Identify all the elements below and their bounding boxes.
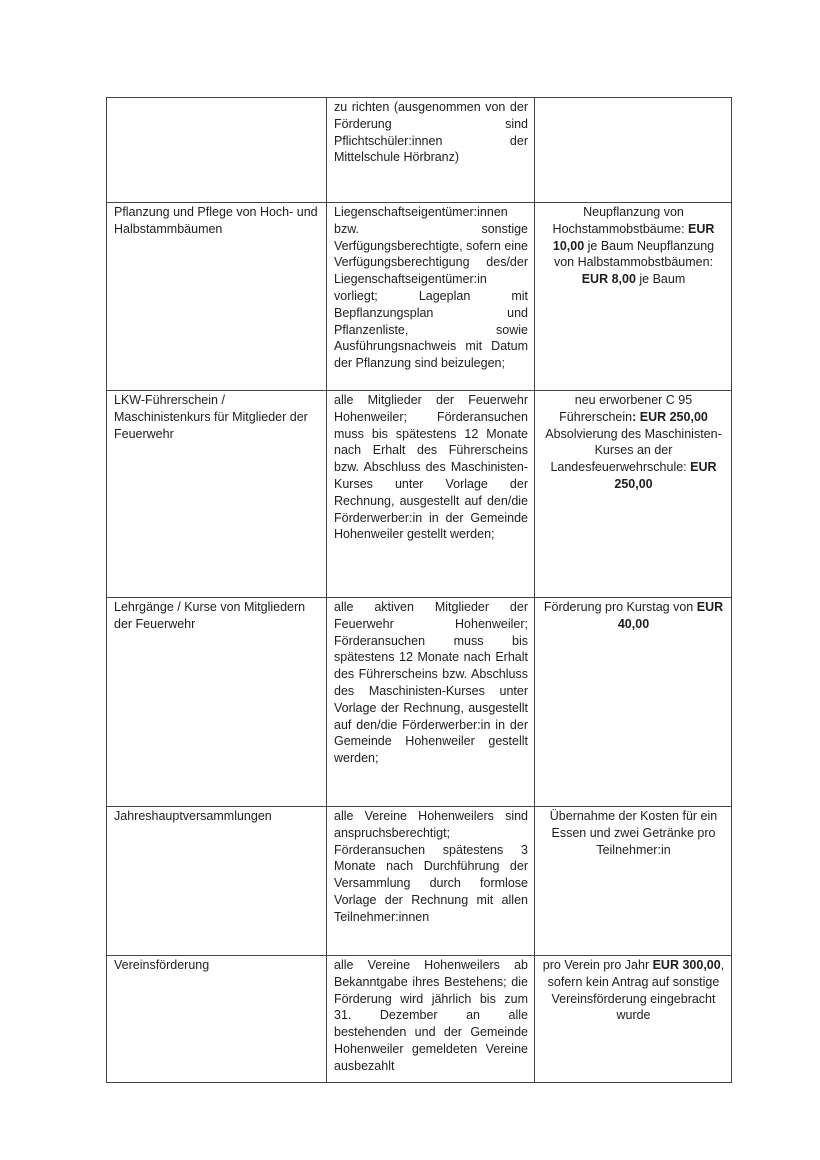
eligibility-cell <box>327 203 535 391</box>
measure-text: Pflanzung und Pflege von Hoch- und Halbstammbäumen <box>114 205 318 236</box>
funding-cell <box>535 391 732 598</box>
funding-text-part: pro Verein pro Jahr <box>542 958 653 972</box>
measure-text: LKW-Führerschein / Maschinistenkurs für Mitglieder der Feuerwehr <box>114 393 308 441</box>
funding-amount: : EUR 250,00 <box>632 409 708 424</box>
funding-text-part: je Baum <box>635 272 686 287</box>
eligibility-cell <box>327 98 535 203</box>
funding-cell <box>535 807 732 956</box>
funding-amount: EUR 250,00 <box>614 460 717 491</box>
table-row <box>107 598 732 807</box>
eligibility-cell <box>327 598 535 807</box>
measure-cell <box>107 807 327 956</box>
measure-cell <box>107 391 327 598</box>
funding-cell <box>535 956 732 1083</box>
eligibility-cell <box>327 391 535 598</box>
funding-cell <box>535 598 732 807</box>
funding-text-part: Förderung pro Kurstag von <box>543 600 697 614</box>
funding-text: Übernahme der Kosten für ein Essen und zwei Getränke pro Teilnehmer:in <box>549 809 718 857</box>
measure-text: Lehrgänge / Kurse von Mitgliedern der Feuerwehr <box>114 600 306 631</box>
measure-text: Vereinsförderung <box>114 958 210 972</box>
table-row <box>107 98 732 203</box>
funding-text-part: je Baum Neupflanzung von Halbstammobstbäumen: <box>553 238 715 270</box>
measure-cell <box>107 203 327 391</box>
funding-table <box>106 97 732 1083</box>
measure-cell <box>107 598 327 807</box>
table-row <box>107 956 732 1083</box>
eligibility-text: Liegenschaftseigentümer:innen bzw. sonstige Verfügungsberechtigte, sofern eine Verfügungsberechtigung des/der Liegenschaftseigentümer:in vorliegt; Lageplan mit Bepflanzungsplan und Pflanzenliste, sowie Ausführungsnachweis mit Datum der Pflanzung sind beizulegen; <box>334 205 528 371</box>
funding-text-part: neu erworbener C 95 Führerschein <box>559 393 693 424</box>
funding-text <box>542 957 725 1024</box>
eligibility-cell <box>327 956 535 1083</box>
eligibility-text: alle Mitglieder der Feuerwehr Hohenweiler; Förderansuchen muss bis spätestens 12 Monate nach Erhalt des Führerscheins bzw. Abschluss des Maschinisten-Kurses unter Vorlage der Rechnung, ausgestellt auf den/die Förderwerber:in in der Gemeinde Hohenweiler gestellt werden; <box>334 393 528 542</box>
measure-cell <box>107 956 327 1083</box>
table-row <box>107 203 732 391</box>
eligibility-text: zu richten (ausgenommen von der Förderung sind Pflichtschüler:innen der Mittelschule Hörbranz) <box>334 100 528 165</box>
funding-text <box>542 392 725 493</box>
funding-cell <box>535 203 732 391</box>
eligibility-text: alle Vereine Hohenweilers sind anspruchsberechtigt; Förderansuchen spätestens 3 Monate nach Durchführung der Versammlung durch formlose Vorlage der Rechnung mit allen Teilnehmer:innen <box>334 809 528 924</box>
funding-amount: EUR 10,00 <box>552 221 715 253</box>
funding-text-part: Absolvierung des Maschinisten-Kurses an der Landesfeuerwehrschule: <box>545 426 722 475</box>
measure-cell <box>107 98 327 203</box>
funding-text <box>542 204 725 288</box>
table-row <box>107 391 732 598</box>
table-row <box>107 807 732 956</box>
funding-text-part: Neupflanzung von Hochstammobstbäume: <box>552 205 689 236</box>
eligibility-text: alle aktiven Mitglieder der Feuerwehr Hohenweiler; Förderansuchen muss bis spätestens 12 Monate nach Erhalt des Führerscheins bzw. Abschluss des Maschinisten-Kurses unter Vorlage der Rechnung, ausgestellt auf den/die Förderwerber:in in der Gemeinde Hohenweiler gestellt werden; <box>334 600 528 766</box>
funding-text <box>542 599 725 633</box>
funding-amount: EUR 8,00 <box>581 272 636 287</box>
funding-cell <box>535 98 732 203</box>
funding-text-part: , sofern kein Antrag auf sonstige Vereinsförderung eingebracht wurde <box>547 958 725 1023</box>
funding-amount: EUR 300,00 <box>652 958 721 972</box>
eligibility-cell <box>327 807 535 956</box>
measure-text: Jahreshauptversammlungen <box>114 809 272 823</box>
eligibility-text: alle Vereine Hohenweilers ab Bekanntgabe ihres Bestehens; die Förderung wird jährlich bis zum 31. Dezember an alle bestehenden und der Gemeinde Hohenweiler gemeldeten Vereine ausbezahlt <box>334 958 528 1073</box>
funding-amount: EUR 40,00 <box>617 600 724 631</box>
